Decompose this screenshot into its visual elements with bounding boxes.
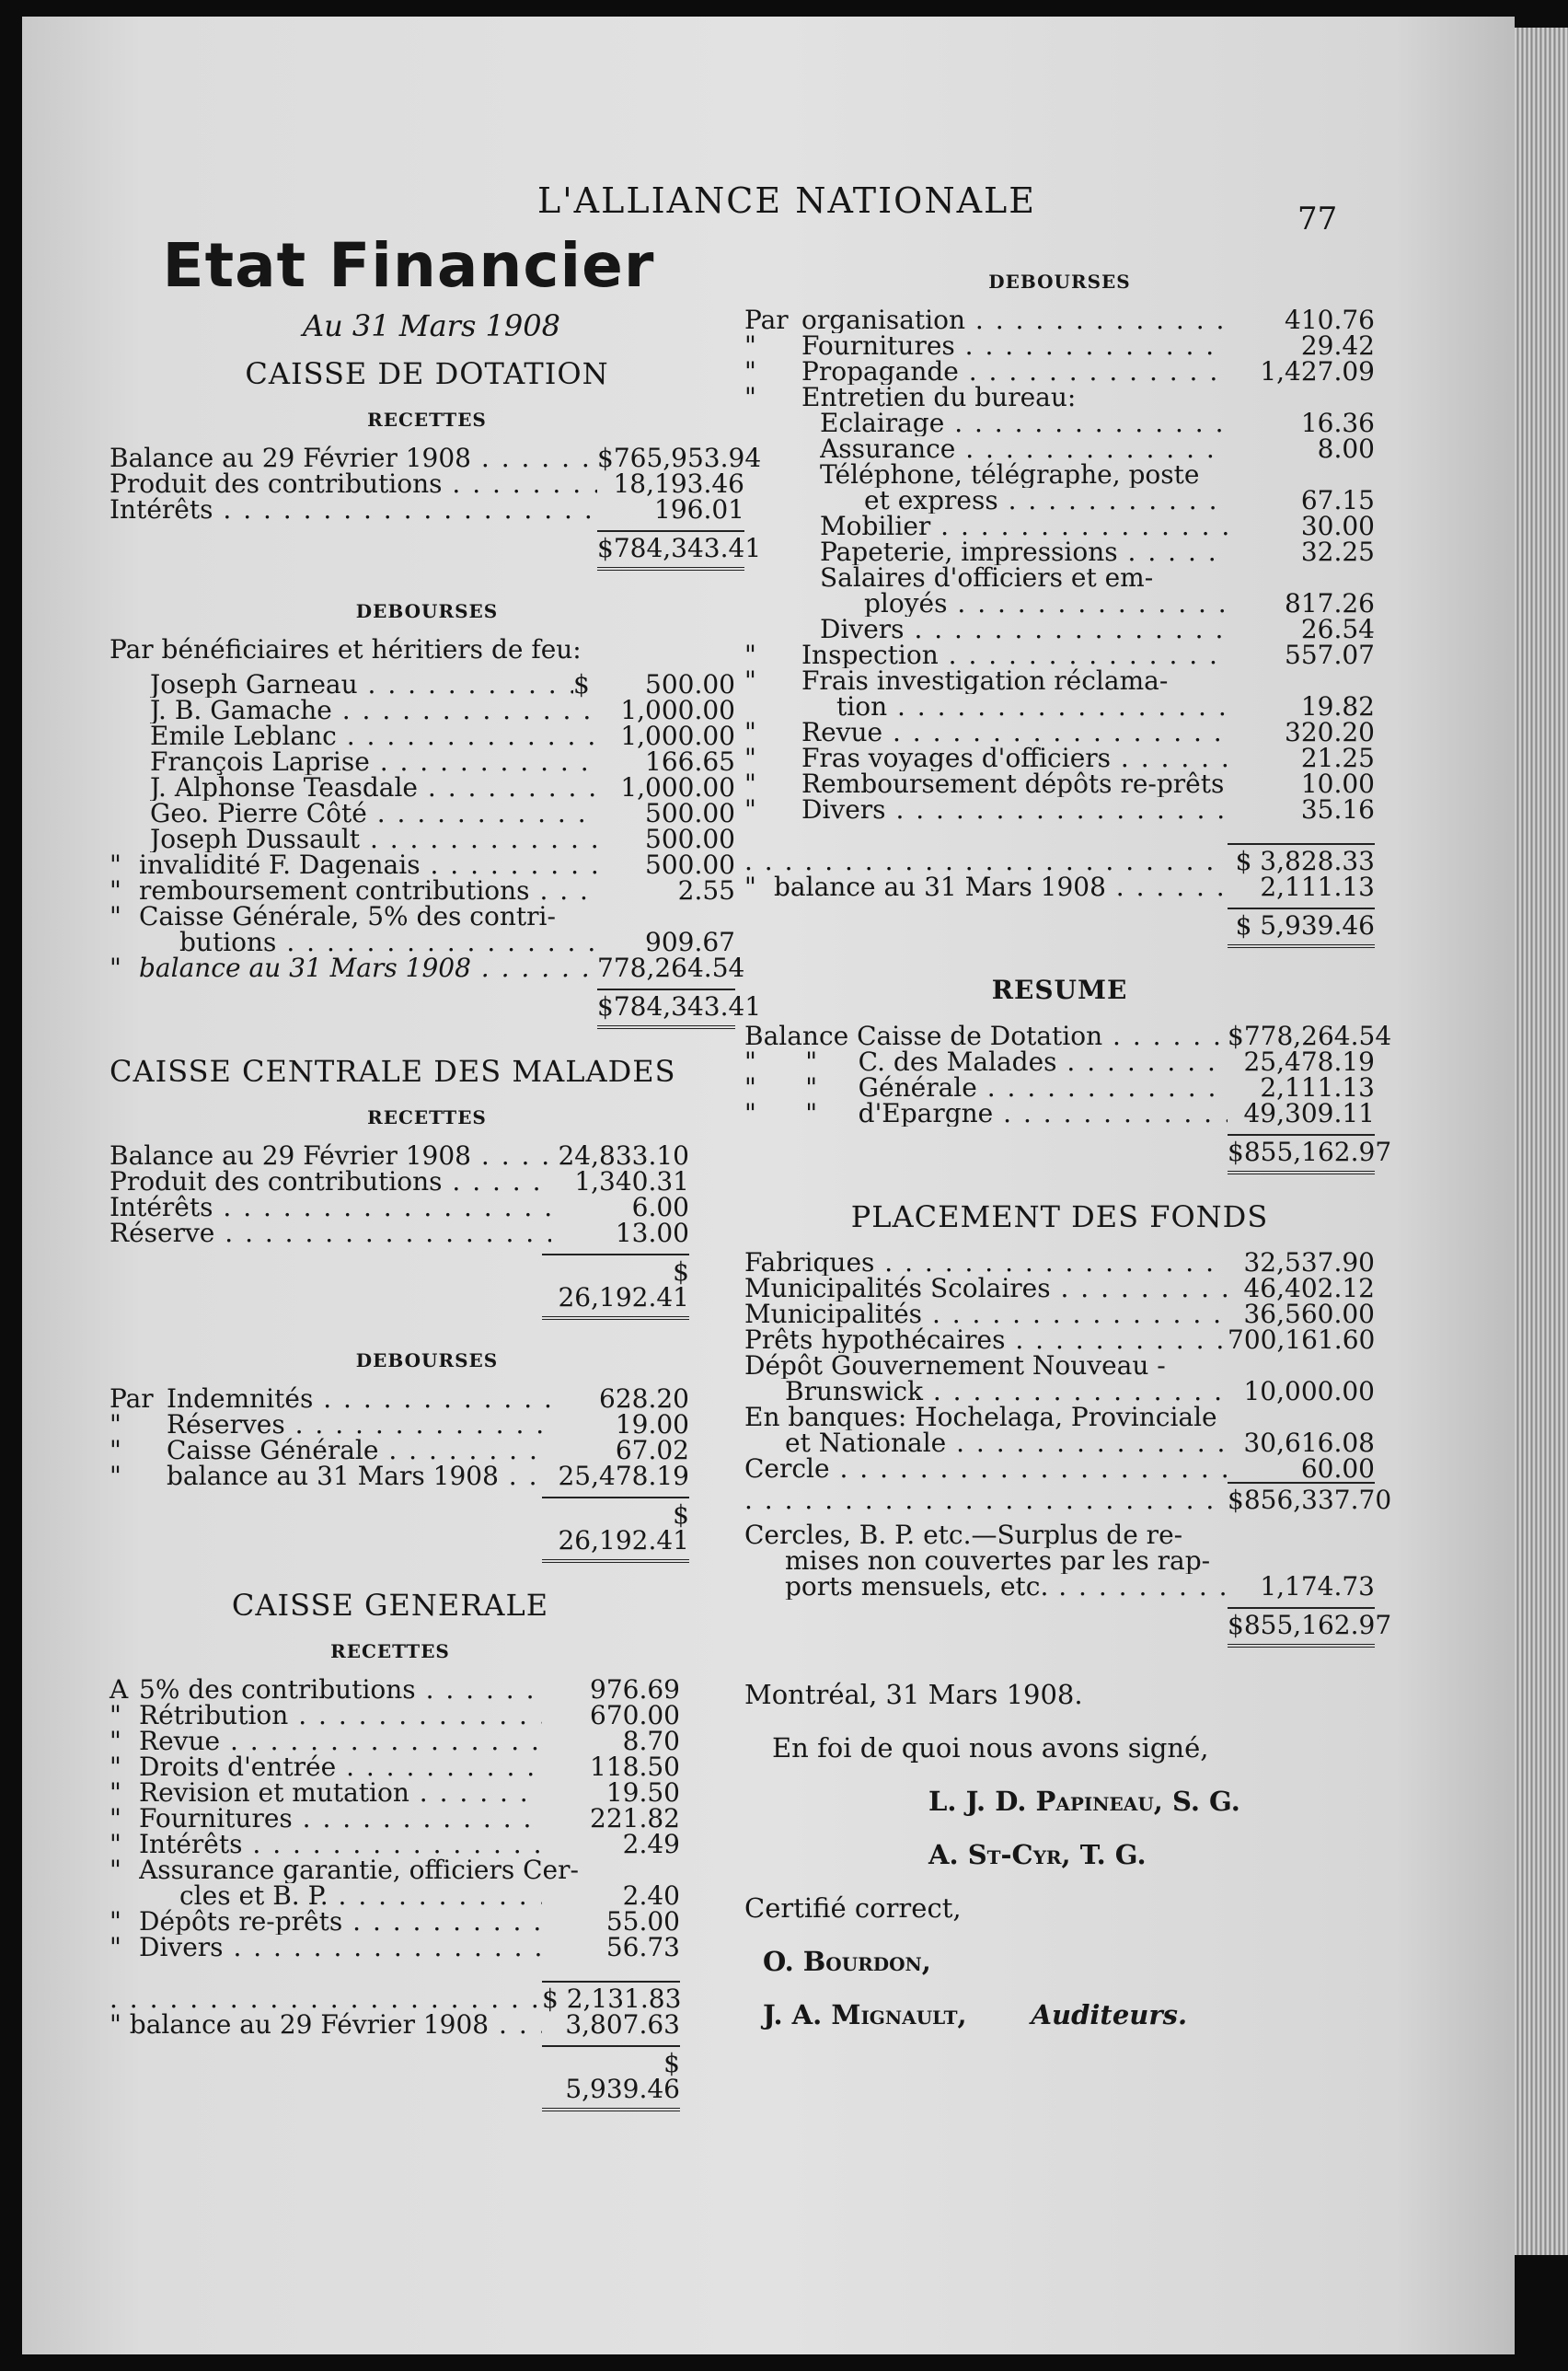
ledger-row: Produit des contributions . . . 1,340.31 (110, 1169, 689, 1195)
ledger-row: Téléphone, télégraphe, poste (820, 462, 1200, 488)
dotation-debourses-total: $784,343.41 (597, 989, 735, 1029)
ledger-row: " Inspection . . . 557.07 (744, 642, 1375, 668)
ledger-row: A 5% des contributions . . . 976.69 (110, 1677, 680, 1703)
placement-subtotal-row (744, 1482, 1392, 1515)
ledger-row: " Caisse Générale . . . 67.02 (110, 1438, 689, 1463)
ledger-row: " Fras voyages d'officiers . . . 21.25 (744, 746, 1375, 771)
ledger-row-cont: ployés . . . 817.26 (744, 591, 1375, 617)
ledger-row: J. B. Gamache . . . 1,000.00 (110, 698, 744, 723)
ledger-row: " Assurance garantie, officiers Cer- (110, 1855, 579, 1885)
ledger-row: Municipalités . . . 36,560.00 (744, 1301, 1375, 1327)
running-header: L'ALLIANCE NATIONALE (537, 180, 1036, 221)
ledger-row-cont: et express . . . 67.15 (744, 488, 1375, 514)
ledger-row: " Revue . . . 320.20 (744, 720, 1375, 746)
deb-subtotal-row (744, 843, 1375, 874)
ledger-row-cont: cles et B. P. . . . 2.40 (110, 1883, 680, 1909)
ledger-row: " Rétribution . . . 670.00 (110, 1703, 680, 1729)
ledger-row: Papeterie, impressions . . . 32.25 (744, 539, 1375, 565)
ledger-row: J. Alphonse Teasdale . . . 1,000.00 (110, 775, 744, 801)
auditor-2-row (744, 1988, 1375, 2041)
placement-total: $855,162.97 (1228, 1607, 1375, 1648)
ledger-row: Geo. Pierre Côté . . . 500.00 (110, 801, 744, 827)
ledger-row: " Dépôts re-prêts . . . 55.00 (110, 1909, 680, 1935)
ledger-row: Par organisation . . . 410.76 (744, 307, 1375, 333)
resume-list (744, 1021, 1392, 1128)
ledger-row-cont: et Nationale . . . 30,616.08 (744, 1430, 1375, 1456)
surplus-line: mises non couvertes par les rap- (785, 1548, 1211, 1574)
dotation-recettes-heading: RECETTES (367, 409, 487, 431)
deb-balance-row: " balance au 31 Mars 1908 . . . 2,111.13 (744, 874, 1375, 900)
placement-subtotal: $856,337.70 (1228, 1482, 1375, 1513)
ledger-row: " Réserves . . . 19.00 (110, 1412, 689, 1438)
place-date: Montréal, 31 Mars 1908. (744, 1679, 1083, 1710)
ledger-row: " Droits d'entrée . . . 118.50 (110, 1754, 680, 1780)
ledger-row-cont: Brunswick . . . 10,000.00 (744, 1379, 1375, 1405)
ledger-row: " Remboursement dépôts re-prêts . . . 10.00 (744, 771, 1375, 797)
beneficiaries-list (110, 669, 745, 983)
caisse-dotation-heading: CAISSE DE DOTATION (245, 356, 609, 391)
generale-subtotal: $ 2,131.83 (542, 1981, 680, 2012)
malades-recettes-list (110, 1140, 744, 1248)
auditor-2: J. A. Mignault, (763, 1999, 967, 2030)
ledger-row: Municipalités Scolaires . . . 46,402.12 (744, 1276, 1375, 1301)
placement-heading: PLACEMENT DES FONDS (850, 1199, 1269, 1234)
generale-debourses-heading: DEBOURSES (988, 271, 1131, 293)
ledger-row: " Propagande . . . 1,427.09 (744, 359, 1375, 385)
left-column (110, 225, 762, 2111)
ledger-row: Cercle . . . 60.00 (744, 1456, 1375, 1482)
ledger-row: " " C. des Malades . . . 25,478.19 (744, 1049, 1375, 1075)
ledger-row: " Intérêts . . . 2.49 (110, 1832, 680, 1857)
caisse-malades-heading: CAISSE CENTRALE DES MALADES (110, 1054, 676, 1089)
resume-total: $855,162.97 (1228, 1134, 1375, 1174)
attestation: En foi de quoi nous avons signé, (772, 1732, 1209, 1764)
ledger-row: Emile Leblanc . . . 1,000.00 (110, 723, 744, 749)
ledger-row: Produit des contributions . . . 18,193.46 (110, 471, 744, 497)
ledger-row: " Entretien du bureau: (744, 382, 1077, 412)
ledger-row: " invalidité F. Dagenais . . . 500.00 (110, 852, 744, 878)
right-column (744, 261, 1392, 2041)
book-page (22, 17, 1515, 2354)
ledger-row: " Divers . . . 56.73 (110, 1935, 680, 1960)
ledger-row: Fabriques . . . 32,537.90 (744, 1250, 1375, 1276)
ledger-row: " balance au 31 Mars 1908 . . . 25,478.19 (110, 1463, 689, 1489)
ledger-row: Balance Caisse de Dotation . . . $778,264.54 (744, 1024, 1375, 1049)
ledger-row: " " d'Epargne . . . 49,309.11 (744, 1101, 1375, 1127)
generale-total: $ 5,939.46 (542, 2045, 680, 2111)
ledger-row: " Frais investigation réclama- (744, 665, 1169, 696)
malades-recettes-heading: RECETTES (367, 1106, 487, 1128)
ledger-row: Intérêts . . . 6.00 (110, 1195, 689, 1220)
ledger-row-cont: tion . . . 19.82 (744, 694, 1375, 720)
ledger-row-cont: butions . . . 909.67 (110, 930, 744, 955)
dotation-debourses-heading: DEBOURSES (355, 600, 499, 622)
signature-block (744, 1668, 1375, 2041)
ledger-row: Dépôt Gouvernement Nouveau - (744, 1353, 1166, 1379)
ledger-row: Réserve . . . 13.00 (110, 1220, 689, 1246)
ledger-row: " Fournitures . . . 221.82 (110, 1806, 680, 1832)
book-page-edges (1515, 28, 1568, 2255)
ledger-row: Assurance . . . 8.00 (744, 436, 1375, 462)
malades-debourses-heading: DEBOURSES (355, 1349, 499, 1371)
ledger-row: Mobilier . . . 30.00 (744, 514, 1375, 539)
ledger-row: " Revision et mutation . . . 19.50 (110, 1780, 680, 1806)
deb-subtotal: $ 3,828.33 (1228, 843, 1375, 874)
malades-debourses-list (110, 1383, 744, 1491)
ledger-row: Intérêts . . . 196.01 (110, 497, 744, 523)
placement-list (744, 1247, 1376, 1484)
surplus-line: Cercles, B. P. etc.—Surplus de re- (744, 1522, 1183, 1548)
ledger-row: " Fournitures . . . 29.42 (744, 333, 1375, 359)
auditor-1: O. Bourdon, (763, 1946, 931, 1977)
generale-debourses-list (744, 307, 1375, 823)
ledger-row: En banques: Hochelaga, Provinciale (744, 1405, 1217, 1430)
ledger-row: " balance au 31 Mars 1908 . . . 778,264.54 (110, 955, 744, 981)
ledger-row: François Laprise . . . 166.65 (110, 749, 744, 775)
dotation-recettes-total: $784,343.41 (597, 530, 744, 571)
ledger-row: " Caisse Générale, 5% des contri- (110, 901, 556, 931)
deb-total: $ 5,939.46 (1228, 908, 1375, 948)
dotation-recettes-list (110, 443, 762, 525)
ledger-row: Par Indemnités . . . 628.20 (110, 1386, 689, 1412)
ledger-row: Eclairage . . . 16.36 (744, 411, 1375, 436)
ledger-row: " Revue . . . 8.70 (110, 1729, 680, 1754)
page-title: Etat Financier (162, 230, 655, 301)
signer-secretary: L. J. D. Papineau, S. G. (928, 1786, 1240, 1817)
resume-heading: RESUME (991, 975, 1128, 1005)
malades-debourses-total: $ 26,192.41 (542, 1497, 689, 1563)
ledger-row: Joseph Dussault . . . 500.00 (110, 827, 744, 852)
ledger-row: " Divers . . . 35.16 (744, 797, 1375, 823)
malades-recettes-total: $ 26,192.41 (542, 1254, 689, 1320)
generale-balance-row: " balance au 29 Février 1908 . . . 3,807.63 (110, 2012, 744, 2038)
ledger-row: Prêts hypothécaires . . . 700,161.60 (744, 1327, 1375, 1353)
ledger-row: " " Générale . . . 2,111.13 (744, 1075, 1375, 1101)
ledger-row: Joseph Garneau . . . $ 500.00 (110, 672, 744, 698)
ledger-row: Balance au 29 Février 1908 . . . $765,953.94 (110, 445, 744, 471)
ledger-row: Balance au 29 Février 1908 . . . 24,833.10 (110, 1143, 689, 1169)
ledger-row: Divers . . . 26.54 (744, 617, 1375, 642)
ledger-row: Salaires d'officiers et em- (820, 565, 1154, 591)
generale-recettes-list (110, 1674, 744, 1962)
page-number: 77 (1297, 201, 1338, 237)
statement-date: Au 31 Mars 1908 (303, 308, 560, 343)
signer-treasurer: A. St-Cyr, T. G. (928, 1839, 1147, 1870)
generale-subtotal-row (110, 1981, 744, 2012)
auditors-label: Auditeurs. (1031, 1999, 1188, 2030)
certified-label: Certifié correct, (744, 1892, 962, 1924)
caisse-generale-heading: CAISSE GENERALE (231, 1588, 549, 1623)
generale-recettes-heading: RECETTES (330, 1640, 450, 1662)
surplus-line: ports mensuels, etc. . . . 1,174.73 (744, 1574, 1375, 1600)
ledger-row: " remboursement contributions . . . 2.55 (110, 878, 744, 904)
dotation-debourses-intro: Par bénéficiaires et héritiers de feu: (110, 637, 582, 663)
